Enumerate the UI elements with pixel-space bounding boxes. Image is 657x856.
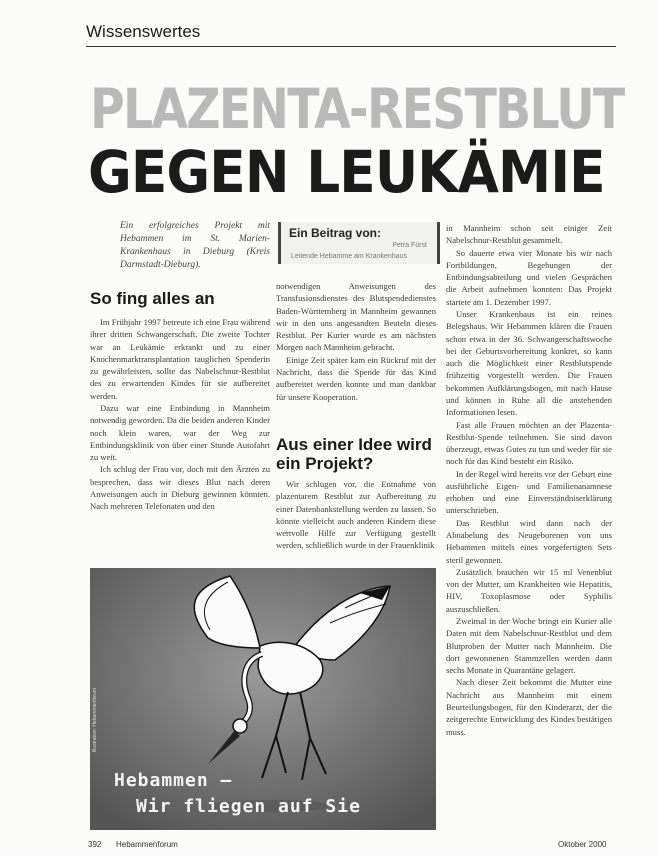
paragraph: Ich schlug der Frau vor, doch mit den Ärzten zu besprechen, dass wir dieses Blut nach deren Anweisungen auch in Dieburg gewinnen könnten. Nach mehreren Telefonaten und den (90, 464, 270, 512)
contributor-role: Leitende Hebamme am Krankenhaus (291, 253, 407, 260)
issue-date: Oktober 2000 (558, 840, 607, 849)
illustration-credit: Illustration: Hebammenforum (92, 688, 98, 753)
column-2-body (276, 280, 436, 403)
paragraph: notwendigen Anweisungen des Transfusionsdienstes des Blutspendedienstes Baden-Württemberg in Mannheim gewannen wir in den uns angesandten Beuteln dieses Restblut. Per Kurier wurde es am nächsten Morgen nach Mannheim gebracht. (276, 281, 436, 353)
contributor-label: Ein Beitrag von: (289, 226, 382, 240)
page-number: 392 (88, 840, 102, 849)
paragraph: Im Frühjahr 1997 betreute ich eine Frau während ihrer dritten Schwangerschaft. Die zweite Tochter war an Leukämie erkrankt und zu einer Knochenmarktransplantation tauglichen Spenderin zu gewährleisten, sollte das Nabelschnur-Restblut des zu erwartenden Kindes für sie aufbereitet werden. (90, 317, 270, 401)
intro-text: Ein erfolgreiches Projekt mit Hebammen im St. Marien-Krankenhaus in Dieburg (Kreis Darmstadt-Dieburg). (120, 221, 270, 271)
section-1-body (90, 316, 270, 513)
paragraph: Nach dieser Zeit bekommt die Mutter eine Nachricht aus Mannheim mit einem Beurteilungsbogen, für den Kinderarzt, der die zeitgerechte Entwicklung des Kindes bestätigen muss. (446, 677, 612, 737)
illustration-caption-line-1: Hebammen – (114, 770, 233, 791)
column-3-body (446, 222, 612, 738)
title-line-2: GEGEN LEUKÄMIE (88, 138, 605, 206)
paragraph: Einige Zeit später kam ein Rückruf mit der Nachricht, dass die Spende für das Kind aufbereitet werden konnte und man dankbar für unsere Kooperation. (276, 354, 436, 402)
paragraph: Zweimal in der Woche bringt ein Kurier alle Daten mit dem Nabelschnur-Restblut und dem Blutproben der Mutter nach Mannheim. Die dort gewonnenen Stammzellen werden dann sechs Monate in Quarantäne gelagert. (446, 616, 612, 676)
paragraph: in Mannheim schon seit einiger Zeit Nabelschnur-Restblut gesammelt. (446, 223, 612, 246)
section-heading-1: So fing alles an (90, 289, 215, 308)
section-divider (86, 46, 616, 47)
paragraph: Wir schlugen vor, die Entnahme von plazentarem Restblut zur Aufbereitung zu einer Datenbankstellung werden zu lassen. So könnte vielleicht auch anderen Kindern diese wertvolle Hilfe zur Verfügung gestellt werden, schließlich wurde in der Frauenklinik (276, 479, 436, 551)
section-2-body (276, 478, 436, 552)
paragraph: Zusätzlich brauchen wir 15 ml Venenblut von der Mutter, um Krankheiten wie Hepatitis, HIV, Toxoplasmose oder Syphilis auszuschließen. (446, 566, 612, 614)
section-label: Wissenswertes (86, 22, 201, 41)
paragraph: Das Restblut wird dann nach der Abnabelung des Neugeborenen von uns Hebammen mittels eines vorgefertigten Sets steril gewonnen. (446, 517, 612, 565)
illustration-caption-line-2: Wir fliegen auf Sie (136, 796, 361, 817)
title-line-1: PLAZENTA-RESTBLUT (90, 77, 624, 141)
paragraph: Unser Krankenhaus ist ein reines Belegshaus. Wir Hebammen klären die Frauen schon etwa in der 36. Schwangerschaftswoche bei der Geburtsvorbereitung konkret, so kann auch die Möglichkeit einer Restblutspende frühzeitig vorgestellt werden. Die Frauen bekommen Aufklärungsbogen, mit nach Hause und können in Ruhe all die anstehenden Informationen lesen. (446, 308, 612, 418)
section-heading-2: Aus einer Idee wird ein Projekt? (276, 435, 432, 473)
paragraph: In der Regel wird bereits vor der Geburt eine ausführliche Eigen- und Familienanamnese erhoben und eine Einverständniserklärung unterschrieben. (446, 468, 612, 516)
contributor-box (278, 222, 440, 264)
paragraph: So dauerte etwa vier Monate bis wir nach Fortbildungen, Begehungen der Entbindungsabteilung und vielen Gesprächen die Arbeit aufnehmen konnten: Das Projekt startete am 1. Dezember 1997. (446, 247, 612, 307)
paragraph: Dazu war eine Entbindung in Mannheim notwendig geworden. Da die beiden anderen Kinder noch klein waren, war der Weg zur Entbindungsklinik von über einer Stunde Autofahrt zu weit. (90, 402, 270, 463)
contributor-name: Petra Fürst (392, 242, 427, 249)
paragraph: Fast alle Frauen möchten an der Plazenta-Restblut-Spende teilnehmen. Sie sind davon überzeugt, etwas Gutes zu tun und weder für sie noch für das Kind besteht ein Risiko. (446, 419, 612, 467)
magazine-name: Hebammenforum (116, 840, 178, 849)
stork-illustration (90, 568, 436, 830)
